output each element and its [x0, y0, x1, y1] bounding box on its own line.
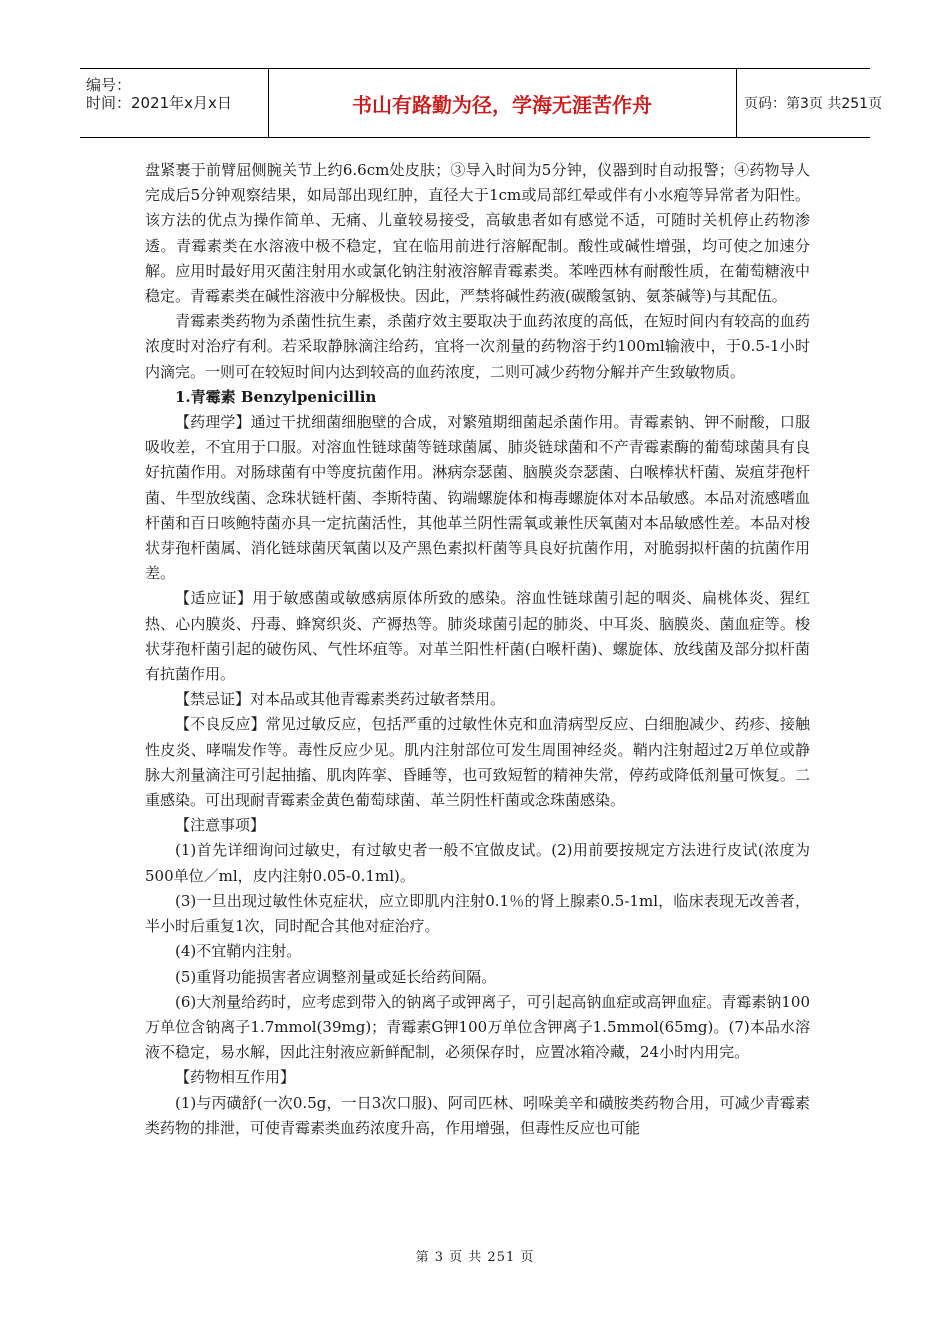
header-table — [80, 68, 883, 138]
paragraph: (5)重肾功能损害者应调整剂量或延长给药间隔。 — [175, 967, 497, 986]
paragraph-interactions-heading: 【药物相互作用】 — [175, 1068, 296, 1087]
paragraph-precautions-heading: 【注意事项】 — [175, 816, 266, 835]
header-meta-cell — [80, 69, 269, 137]
paragraph-indications: 【适应证】用于敏感菌或敏感病原体所致的感染。溶血性链球菌引起的咽炎、扁桃体炎、猩红热、心内膜炎、丹毒、蜂窝织炎、产褥热等。肺炎球菌引起的肺炎、中耳炎、脑膜炎、菌血症等。梭状芽孢杆菌引起的破伤风、气性坏疽等。对革兰阳性杆菌(白喉杆菌)、螺旋体、放线菌及部分拟杆菌有抗菌作用。 — [145, 589, 810, 684]
section-heading: 1.青霉素 Benzylpenicillin — [175, 387, 377, 406]
paragraph: 盘紧裹于前臂屈侧腕关节上约6.6cm处皮肤；③导入时间为5分钟，仪器到时自动报警；④药物导人完成后5分钟观察结果，如局部出现红肿，直径大于1cm或局部红晕或伴有小水疱等异常者为阳性。该方法的优点为操作简单、无痛、儿童较易接受，高敏患者如有感觉不适，可随时关机停止药物渗透。青霉素类在水溶液中极不稳定，宜在临用前进行溶解配制。酸性或碱性增强，均可使之加速分解。应用时最好用灭菌注射用水或氯化钠注射液溶解青霉素类。苯唑西林有耐酸性质，在葡萄糖液中稳定。青霉素类在碱性溶液中分解极快。因此，严禁将碱性药液(碳酸氢钠、氨茶碱等)与其配伍。 — [145, 161, 810, 306]
paragraph: (3)一旦出现过敏性休克症状，应立即肌内注射0.1％的肾上腺素0.5-1ml，临床表现无改善者，半小时后重复1次，同时配合其他对症治疗。 — [145, 891, 810, 936]
paragraph: 青霉素类药物为杀菌性抗生素，杀菌疗效主要取决于血药浓度的高低，在短时间内有较高的血药浓度时对治疗有利。若采取静脉滴注给药，宜将一次剂量的药物溶于约100ml输液中，于0.5-1小时内滴完。一则可在较短时间内达到较高的血药浓度，二则可减少药物分解并产生致敏物质。 — [145, 312, 810, 381]
page-info: 页码：第3页 共251页 — [744, 96, 883, 112]
paragraph: (1)首先详细询问过敏史，有过敏史者一般不宜做皮试。(2)用前要按规定方法进行皮试(浓度为500单位／ml，皮内注射0.05-0.1ml)。 — [145, 841, 810, 885]
paragraph: (4)不宜鞘内注射。 — [175, 942, 302, 961]
paragraph-pharmacology: 【药理学】通过干扰细菌细胞壁的合成，对繁殖期细菌起杀菌作用。青霉素钠、钾不耐酸，口服吸收差，不宜用于口服。对溶血性链球菌等链球菌属、肺炎链球菌和不产青霉素酶的葡萄球菌具有良好抗菌作用。对肠球菌有中等度抗菌作用。淋病奈瑟菌、脑膜炎奈瑟菌、白喉棒状杆菌、炭疽芽孢杆菌、牛型放线菌、念珠状链杆菌、李斯特菌、钩端螺旋体和梅毒螺旋体对本品敏感。本品对流感嗜血杆菌和百日咳鲍特菌亦具一定抗菌活性，其他革兰阴性需氧或兼性厌氧菌对本品敏感性差。本品对梭状芽孢杆菌属、消化链球菌厌氧菌以及产黑色素拟杆菌等具良好抗菌作用，对脆弱拟杆菌的抗菌作用差。 — [145, 413, 810, 583]
number-label: 编号： — [86, 76, 132, 94]
page-footer: 第 3 页 共 251 页 — [415, 1250, 535, 1265]
paragraph-contraindications: 【禁忌证】对本品或其他青霉素类药过敏者禁用。 — [175, 690, 506, 709]
paragraph: (6)大剂量给药时，应考虑到带入的钠离子或钾离子，可引起高钠血症或高钾血症。青霉素钠100万单位含钠离子1.7mmol(39mg)；青霉素G钾100万单位含钾离子1.5mmol(65mg)。(7)本品水溶液不稳定，易水解，因此注射液应新鲜配制，必须保存时，应置冰箱冷藏，24小时内用完。 — [145, 992, 810, 1062]
document-body — [145, 158, 810, 1141]
paragraph: (1)与丙磺舒(一次0.5g，一日3次口服)、阿司匹林、吲哚美辛和磺胺类药物合用，可减少青霉素类药物的排泄，可使青霉素类血药浓度升高，作用增强，但毒性反应也可能 — [145, 1093, 810, 1137]
paragraph-adverse-reactions: 【不良反应】常见过敏反应，包括严重的过敏性休克和血清病型反应、白细胞减少、药疹、接触性皮炎、哮喘发作等。毒性反应少见。肌内注射部位可发生周围神经炎。鞘内注射超过2万单位或静脉大剂量滴注可引起抽搐、肌肉阵挛、昏睡等，也可致短暂的精神失常，停药或降低剂量可恢复。二重感染。可出现耐青霉素金黄色葡萄球菌、革兰阴性杆菌或念珠菌感染。 — [145, 715, 810, 810]
motto: 书山有路勤为径，学海无涯苦作舟 — [268, 69, 737, 137]
time-label: 时间：2021年x月x日 — [86, 94, 232, 112]
